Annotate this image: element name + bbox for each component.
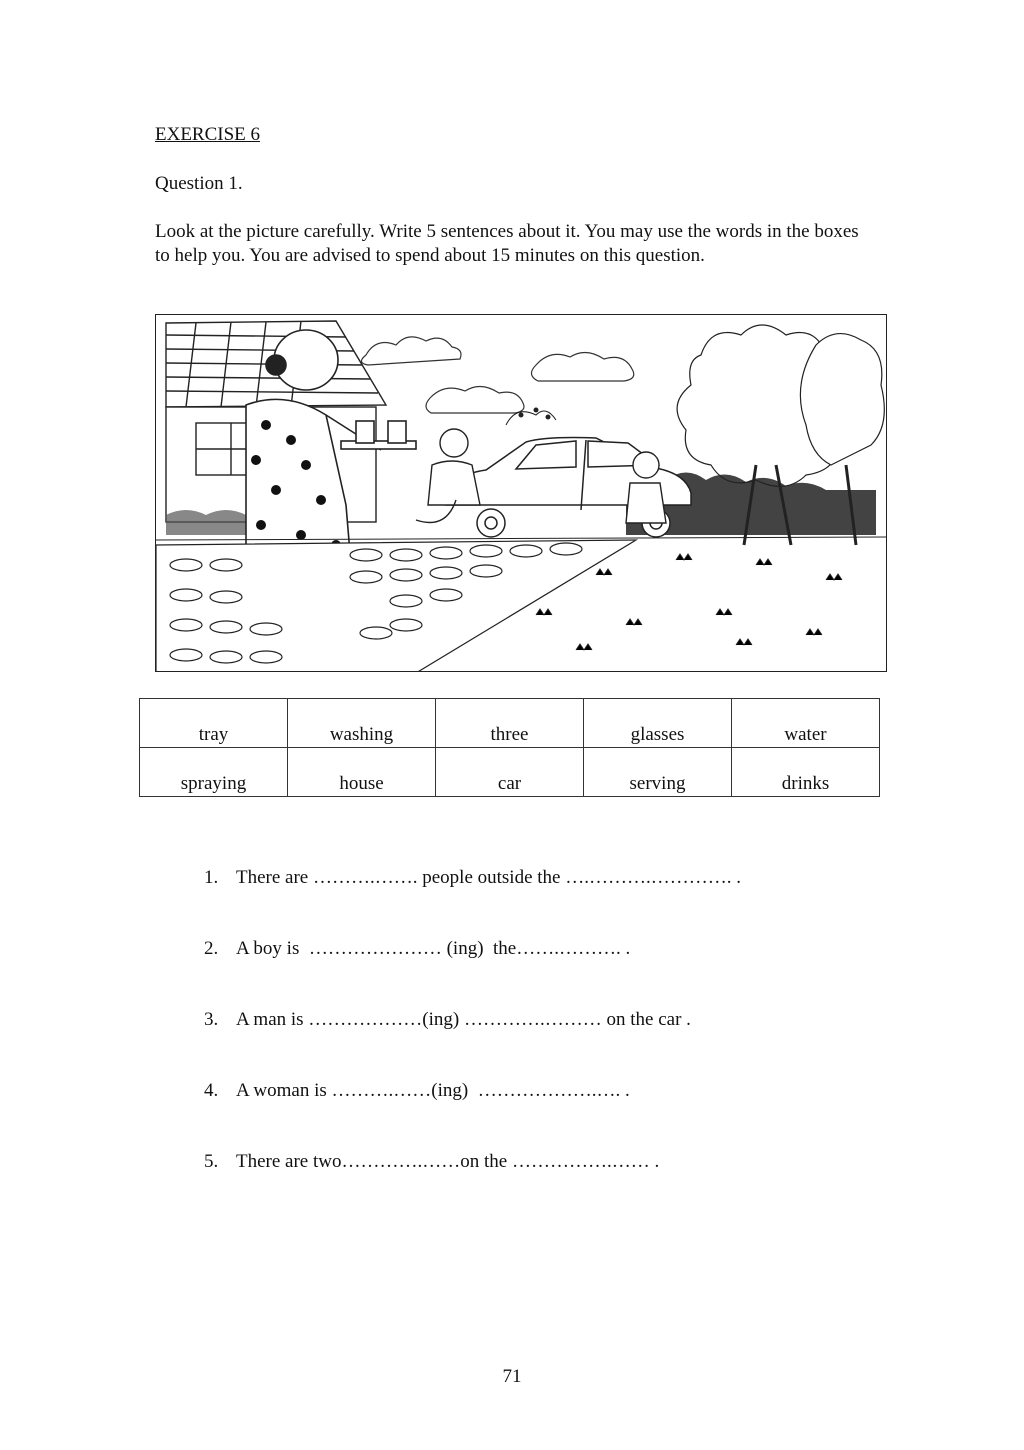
word-cell: water	[732, 699, 880, 748]
word-cell: drinks	[732, 748, 880, 797]
sentence-number: 4.	[204, 1080, 219, 1101]
list-item	[185, 1058, 741, 1129]
sentence-number: 1.	[204, 867, 219, 888]
clouds	[361, 337, 633, 413]
sentence-list	[185, 845, 741, 1200]
word-cell: tray	[140, 699, 288, 748]
word-cell: car	[436, 748, 584, 797]
man-figure	[416, 429, 480, 523]
sentence-text: There are ……….……. people outside the ….……….…………. .	[236, 867, 741, 888]
word-cell: serving	[584, 748, 732, 797]
instructions-text: Look at the picture carefully. Write 5 sentences about it. You may use the words in the boxes to help you. You are advised to spend about 15 minutes on this question.	[155, 221, 859, 266]
illustration-house-car-washing-icon	[156, 315, 887, 672]
word-box-table	[139, 698, 880, 797]
question-label: Question 1.	[155, 173, 243, 194]
word-cell: washing	[288, 699, 436, 748]
word-cell: glasses	[584, 699, 732, 748]
page-number: 71	[502, 1366, 522, 1387]
stone-path	[156, 540, 636, 672]
sentence-number: 2.	[204, 938, 219, 959]
sentence-number: 3.	[204, 1009, 219, 1030]
table-row	[140, 748, 880, 797]
list-item	[185, 916, 741, 987]
sentence-text: There are two………….……on the …………….…… .	[236, 1151, 660, 1172]
sentence-number: 5.	[204, 1151, 219, 1172]
list-item	[185, 845, 741, 916]
table-row	[140, 699, 880, 748]
page-title: EXERCISE 6	[155, 124, 261, 145]
sentence-text: A woman is ……….……(ing) ……………….…. .	[236, 1080, 630, 1101]
word-cell: spraying	[140, 748, 288, 797]
sentence-text: A man is ………………(ing) ………….……… on the car .	[236, 1009, 691, 1030]
list-item	[185, 987, 741, 1058]
word-cell: three	[436, 699, 584, 748]
list-item	[185, 1129, 741, 1200]
sentence-text: A boy is ………………… (ing) the…….………. .	[236, 938, 631, 959]
exercise-illustration	[155, 314, 887, 672]
word-cell: house	[288, 748, 436, 797]
